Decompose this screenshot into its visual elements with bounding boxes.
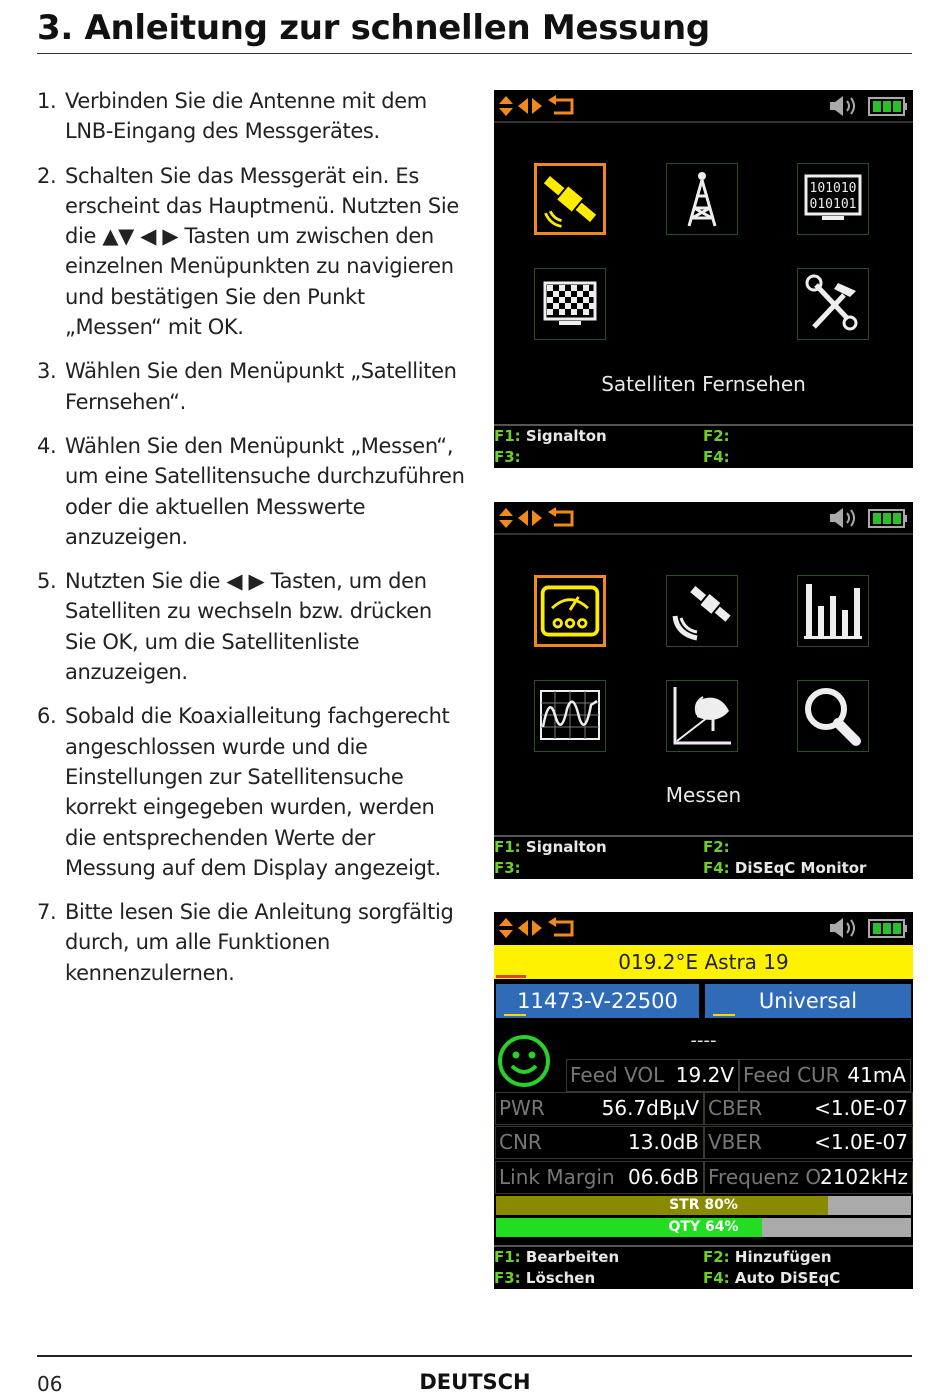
link-margin-cell: Link Margin 06.6dB	[495, 1161, 704, 1194]
step-number: 5.	[37, 569, 57, 594]
navigation-arrows-icon	[498, 916, 578, 940]
menu-caption: Messen	[665, 783, 742, 807]
qty-bar	[496, 1218, 911, 1237]
step-text: Nutzten Sie die ◀ ▶ Tasten, um den Satelliten zu wechseln bzw. drücken Sie OK, um die Satellitenliste anzuzeigen.	[65, 569, 432, 685]
tools-icon	[798, 269, 868, 339]
instruction-list	[37, 86, 467, 1002]
f1-label[interactable]: F1: Signalton	[494, 427, 607, 445]
satellite-icon	[537, 166, 603, 232]
step-number: 1.	[37, 89, 57, 113]
satellite-dish-icon	[667, 576, 737, 646]
language-label: DEUTSCH	[419, 1370, 531, 1394]
f2-label[interactable]: F2:	[703, 838, 730, 856]
device-screen-main-menu	[494, 90, 913, 468]
feed-vol-cell: Feed VOL 19.2V	[566, 1059, 739, 1092]
tile-spectrum[interactable]	[797, 575, 869, 647]
svg-text:101010: 101010	[809, 181, 857, 196]
cber-cell: CBER <1.0E-07	[704, 1092, 913, 1125]
satellite-indicator	[496, 975, 526, 978]
f1-label[interactable]: F1: Signalton	[494, 838, 607, 856]
footer-divider	[37, 1355, 912, 1357]
fkey-divider	[494, 424, 913, 426]
vber-cell: VBER <1.0E-07	[704, 1126, 913, 1159]
tile-pattern[interactable]	[534, 268, 606, 340]
list-item	[37, 897, 467, 988]
step-text: Sobald die Koaxialleitung fachgerecht angeschlossen wurde und die Einstellungen zur Satellitensuche korrekt eingegeben wurden, werden die entsprechenden Werte der Messung auf dem Display angezeigt.	[65, 704, 450, 880]
list-item	[37, 86, 467, 147]
tile-satellite-search[interactable]	[666, 575, 738, 647]
step-number: 6.	[37, 704, 57, 729]
navigation-arrows-icon	[498, 94, 578, 118]
tile-terrestrial[interactable]	[666, 163, 738, 235]
speaker-battery-icon	[829, 506, 909, 530]
feed-cur-cell: Feed CUR 41mA	[739, 1059, 911, 1092]
meter-icon	[537, 578, 603, 644]
lnb-selector[interactable]: Universal	[705, 984, 911, 1018]
svg-text:010101: 010101	[809, 197, 857, 212]
f3-label[interactable]: F3:	[494, 448, 521, 466]
step-text: Bitte lesen Sie die Anleitung sorgfältig durch, um alle Funktionen kennenzulernen.	[65, 900, 454, 985]
dish-alignment-icon	[667, 681, 737, 751]
page-number: 06	[37, 1372, 63, 1396]
page-title: 3. Anleitung zur schnellen Messung	[37, 8, 710, 48]
status-bar	[494, 912, 913, 942]
step-text: Wählen Sie den Menüpunkt „Messen“, um eine Satellitensuche durchzuführen oder die aktuellen Messwerte anzuzeigen.	[65, 433, 465, 549]
status-divider	[494, 533, 913, 535]
pwr-cell: PWR 56.7dBµV	[495, 1092, 704, 1125]
device-screen-measure-menu	[494, 502, 913, 879]
step-number: 2.	[37, 163, 57, 188]
list-item	[37, 566, 467, 687]
step-number: 7.	[37, 900, 57, 925]
tile-dish-alignment[interactable]	[666, 680, 738, 752]
menu-caption: Satelliten Fernsehen	[601, 372, 806, 396]
binary-monitor-icon	[798, 164, 868, 234]
step-number: 4.	[37, 433, 57, 458]
fkey-divider	[494, 1245, 913, 1247]
tile-satellite-tv[interactable]	[534, 163, 606, 235]
frequency-offset-cell: Frequenz O 2102kHz	[704, 1161, 913, 1194]
bar-chart-icon	[798, 576, 868, 646]
speaker-battery-icon	[829, 916, 909, 940]
step-text: Wählen Sie den Menüpunkt „Satelliten Fernsehen“.	[65, 359, 457, 414]
f3-label[interactable]: F3:	[494, 859, 521, 877]
step-text: Schalten Sie das Messgerät ein. Es erscheint das Hauptmenü. Nutzten Sie die ▲▼ ◀ ▶ Tasten um zwischen den einzelnen Menüpunkten zu navigieren und bestätigen Sie den Punkt „Messen“ mit OK.	[65, 163, 459, 340]
list-item	[37, 701, 467, 883]
navigation-arrows-icon	[498, 506, 578, 530]
qty-bar-label: QTY 64%	[668, 1219, 739, 1235]
antenna-tower-icon	[667, 164, 737, 234]
transponder-selector[interactable]: 11473-V-22500	[496, 984, 699, 1018]
step-text: Verbinden Sie die Antenne mit dem LNB-Eingang des Messgerätes.	[65, 89, 427, 144]
tile-tools[interactable]	[797, 268, 869, 340]
tile-search[interactable]	[797, 680, 869, 752]
f2-label[interactable]: F2: Hinzufügen	[703, 1248, 832, 1266]
title-divider	[37, 53, 912, 54]
f4-label[interactable]: F4:	[703, 448, 730, 466]
step-number: 3.	[37, 359, 57, 384]
speaker-battery-icon	[829, 94, 909, 118]
status-bar	[494, 90, 913, 120]
status-bar	[494, 502, 913, 532]
tile-data[interactable]	[797, 163, 869, 235]
f2-label[interactable]: F2:	[703, 427, 730, 445]
list-item	[37, 431, 467, 552]
device-screen-measurement	[494, 912, 913, 1289]
smiley-lock-icon	[496, 1033, 552, 1089]
tile-measure[interactable]	[534, 575, 606, 647]
f1-label[interactable]: F1: Bearbeiten	[494, 1248, 620, 1266]
list-item	[37, 161, 467, 343]
f3-label[interactable]: F3: Löschen	[494, 1269, 596, 1287]
search-icon	[798, 681, 868, 751]
signal-status: ----	[690, 1030, 717, 1051]
f4-label[interactable]: F4: Auto DiSEqC	[703, 1269, 841, 1287]
list-item	[37, 356, 467, 417]
str-bar-label: STR 80%	[669, 1197, 738, 1213]
f4-label[interactable]: F4: DiSEqC Monitor	[703, 859, 867, 877]
oscilloscope-icon	[535, 681, 605, 751]
fkey-divider	[494, 835, 913, 837]
status-divider	[494, 121, 913, 123]
tile-waveform[interactable]	[534, 680, 606, 752]
cnr-cell: CNR 13.0dB	[495, 1126, 704, 1159]
str-bar	[496, 1196, 911, 1215]
satellite-selector[interactable]: 019.2°E Astra 19	[494, 945, 913, 979]
checkerboard-icon	[535, 269, 605, 339]
